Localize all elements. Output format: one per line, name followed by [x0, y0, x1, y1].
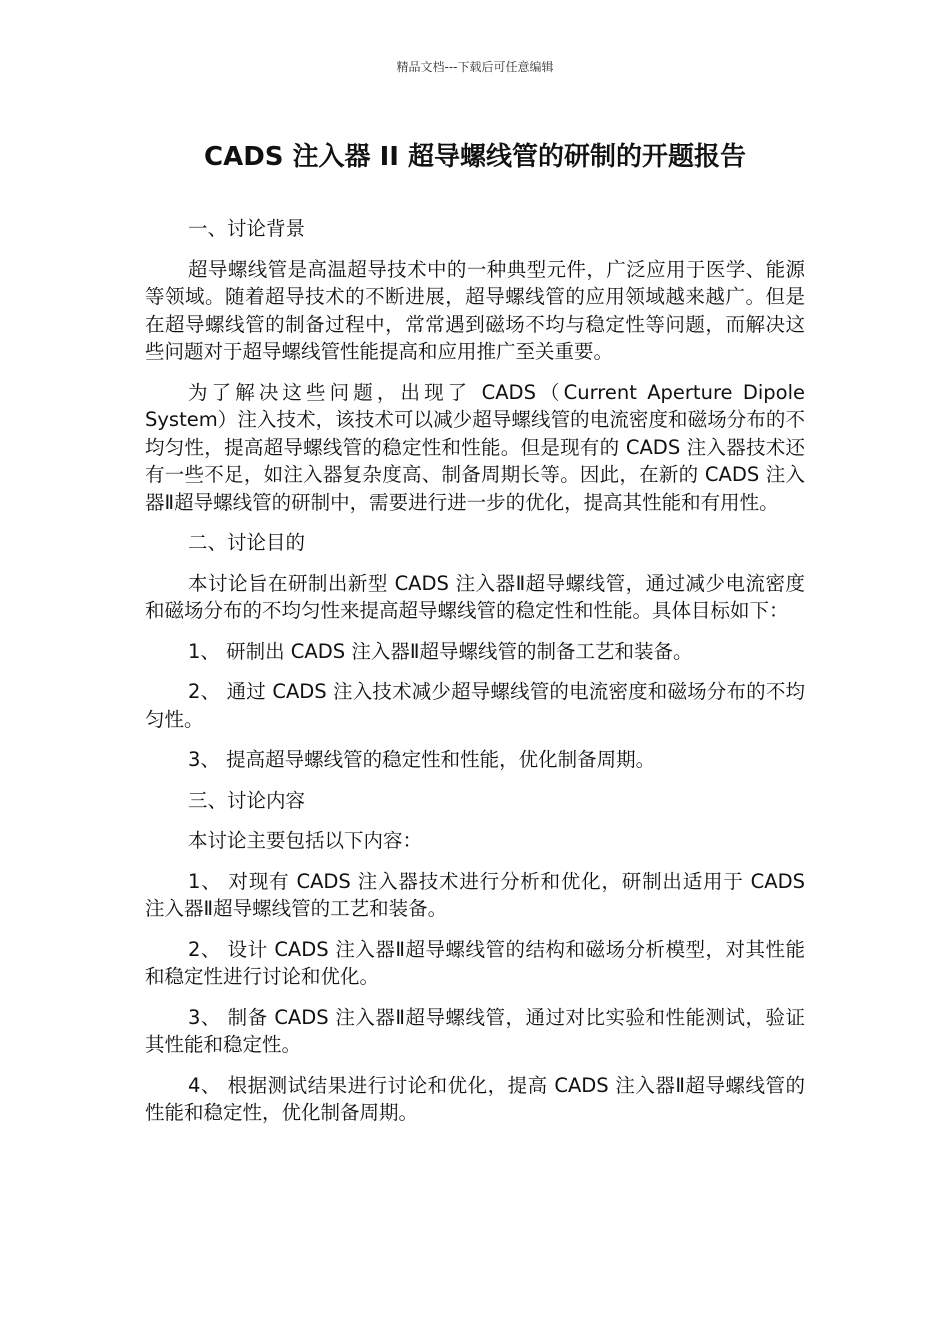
document-title: CADS 注入器 II 超导螺线管的研制的开题报告: [203, 142, 746, 172]
header-note: 精品文档---下载后可任意编辑: [396, 60, 554, 74]
list-item-purpose-2: 2、 通过 CADS 注入技术减少超导螺线管的电流密度和磁场分布的不均匀性。: [145, 680, 805, 731]
list-item-purpose-1: 1、 研制出 CADS 注入器Ⅱ超导螺线管的制备工艺和装备。: [188, 639, 693, 663]
list-item-purpose-3: 3、 提高超导螺线管的稳定性和性能，优化制备周期。: [188, 748, 656, 771]
section-heading-background: 一、讨论背景: [188, 217, 306, 240]
paragraph-content-intro: 本讨论主要包括以下内容：: [188, 829, 423, 852]
list-item-content-3: 3、 制备 CADS 注入器Ⅱ超导螺线管，通过对比实验和性能测试，验证其性能和稳定性。: [145, 1005, 805, 1056]
section-heading-content: 三、讨论内容: [188, 788, 306, 812]
paragraph-background-1: 超导螺线管是高温超导技术中的一种典型元件，广泛应用于医学、能源等领域。随着超导技术的不断进展，超导螺线管的应用领域越来越广。但是在超导螺线管的制备过程中，常常遇到磁场不均与稳定性等问题，而解决这些问题对于超导螺线管性能提高和应用推广至关重要。: [145, 257, 805, 363]
list-item-content-2: 2、 设计 CADS 注入器Ⅱ超导螺线管的结构和磁场分析模型，对其性能和稳定性进行讨论和优化。: [145, 937, 805, 988]
paragraph-background-2: 为了解决这些问题，出现了 CADS（Current Aperture Dipole System）注入技术，该技术可以减少超导螺线管的电流密度和磁场分布的不均匀性，提高超导螺线管的稳定性和性能。但是现有的 CADS 注入器技术还有一些不足，如注入器复杂度高、制备周期长等。因此，在新的 CADS 注入器Ⅱ超导螺线管的研制中，需要进行进一步的优化，提高其性能和有用性。: [145, 380, 805, 514]
list-item-content-1: 1、 对现有 CADS 注入器技术进行分析和优化，研制出适用于 CADS 注入器Ⅱ超导螺线管的工艺和装备。: [145, 869, 805, 920]
list-item-content-4: 4、 根据测试结果进行讨论和优化，提高 CADS 注入器Ⅱ超导螺线管的性能和稳定性，优化制备周期。: [145, 1073, 805, 1124]
paragraph-purpose-intro: 本讨论旨在研制出新型 CADS 注入器Ⅱ超导螺线管，通过减少电流密度和磁场分布的不均匀性来提高超导螺线管的稳定性和性能。具体目标如下：: [145, 571, 805, 622]
section-heading-purpose: 二、讨论目的: [188, 531, 306, 554]
document-body: [145, 215, 805, 1140]
